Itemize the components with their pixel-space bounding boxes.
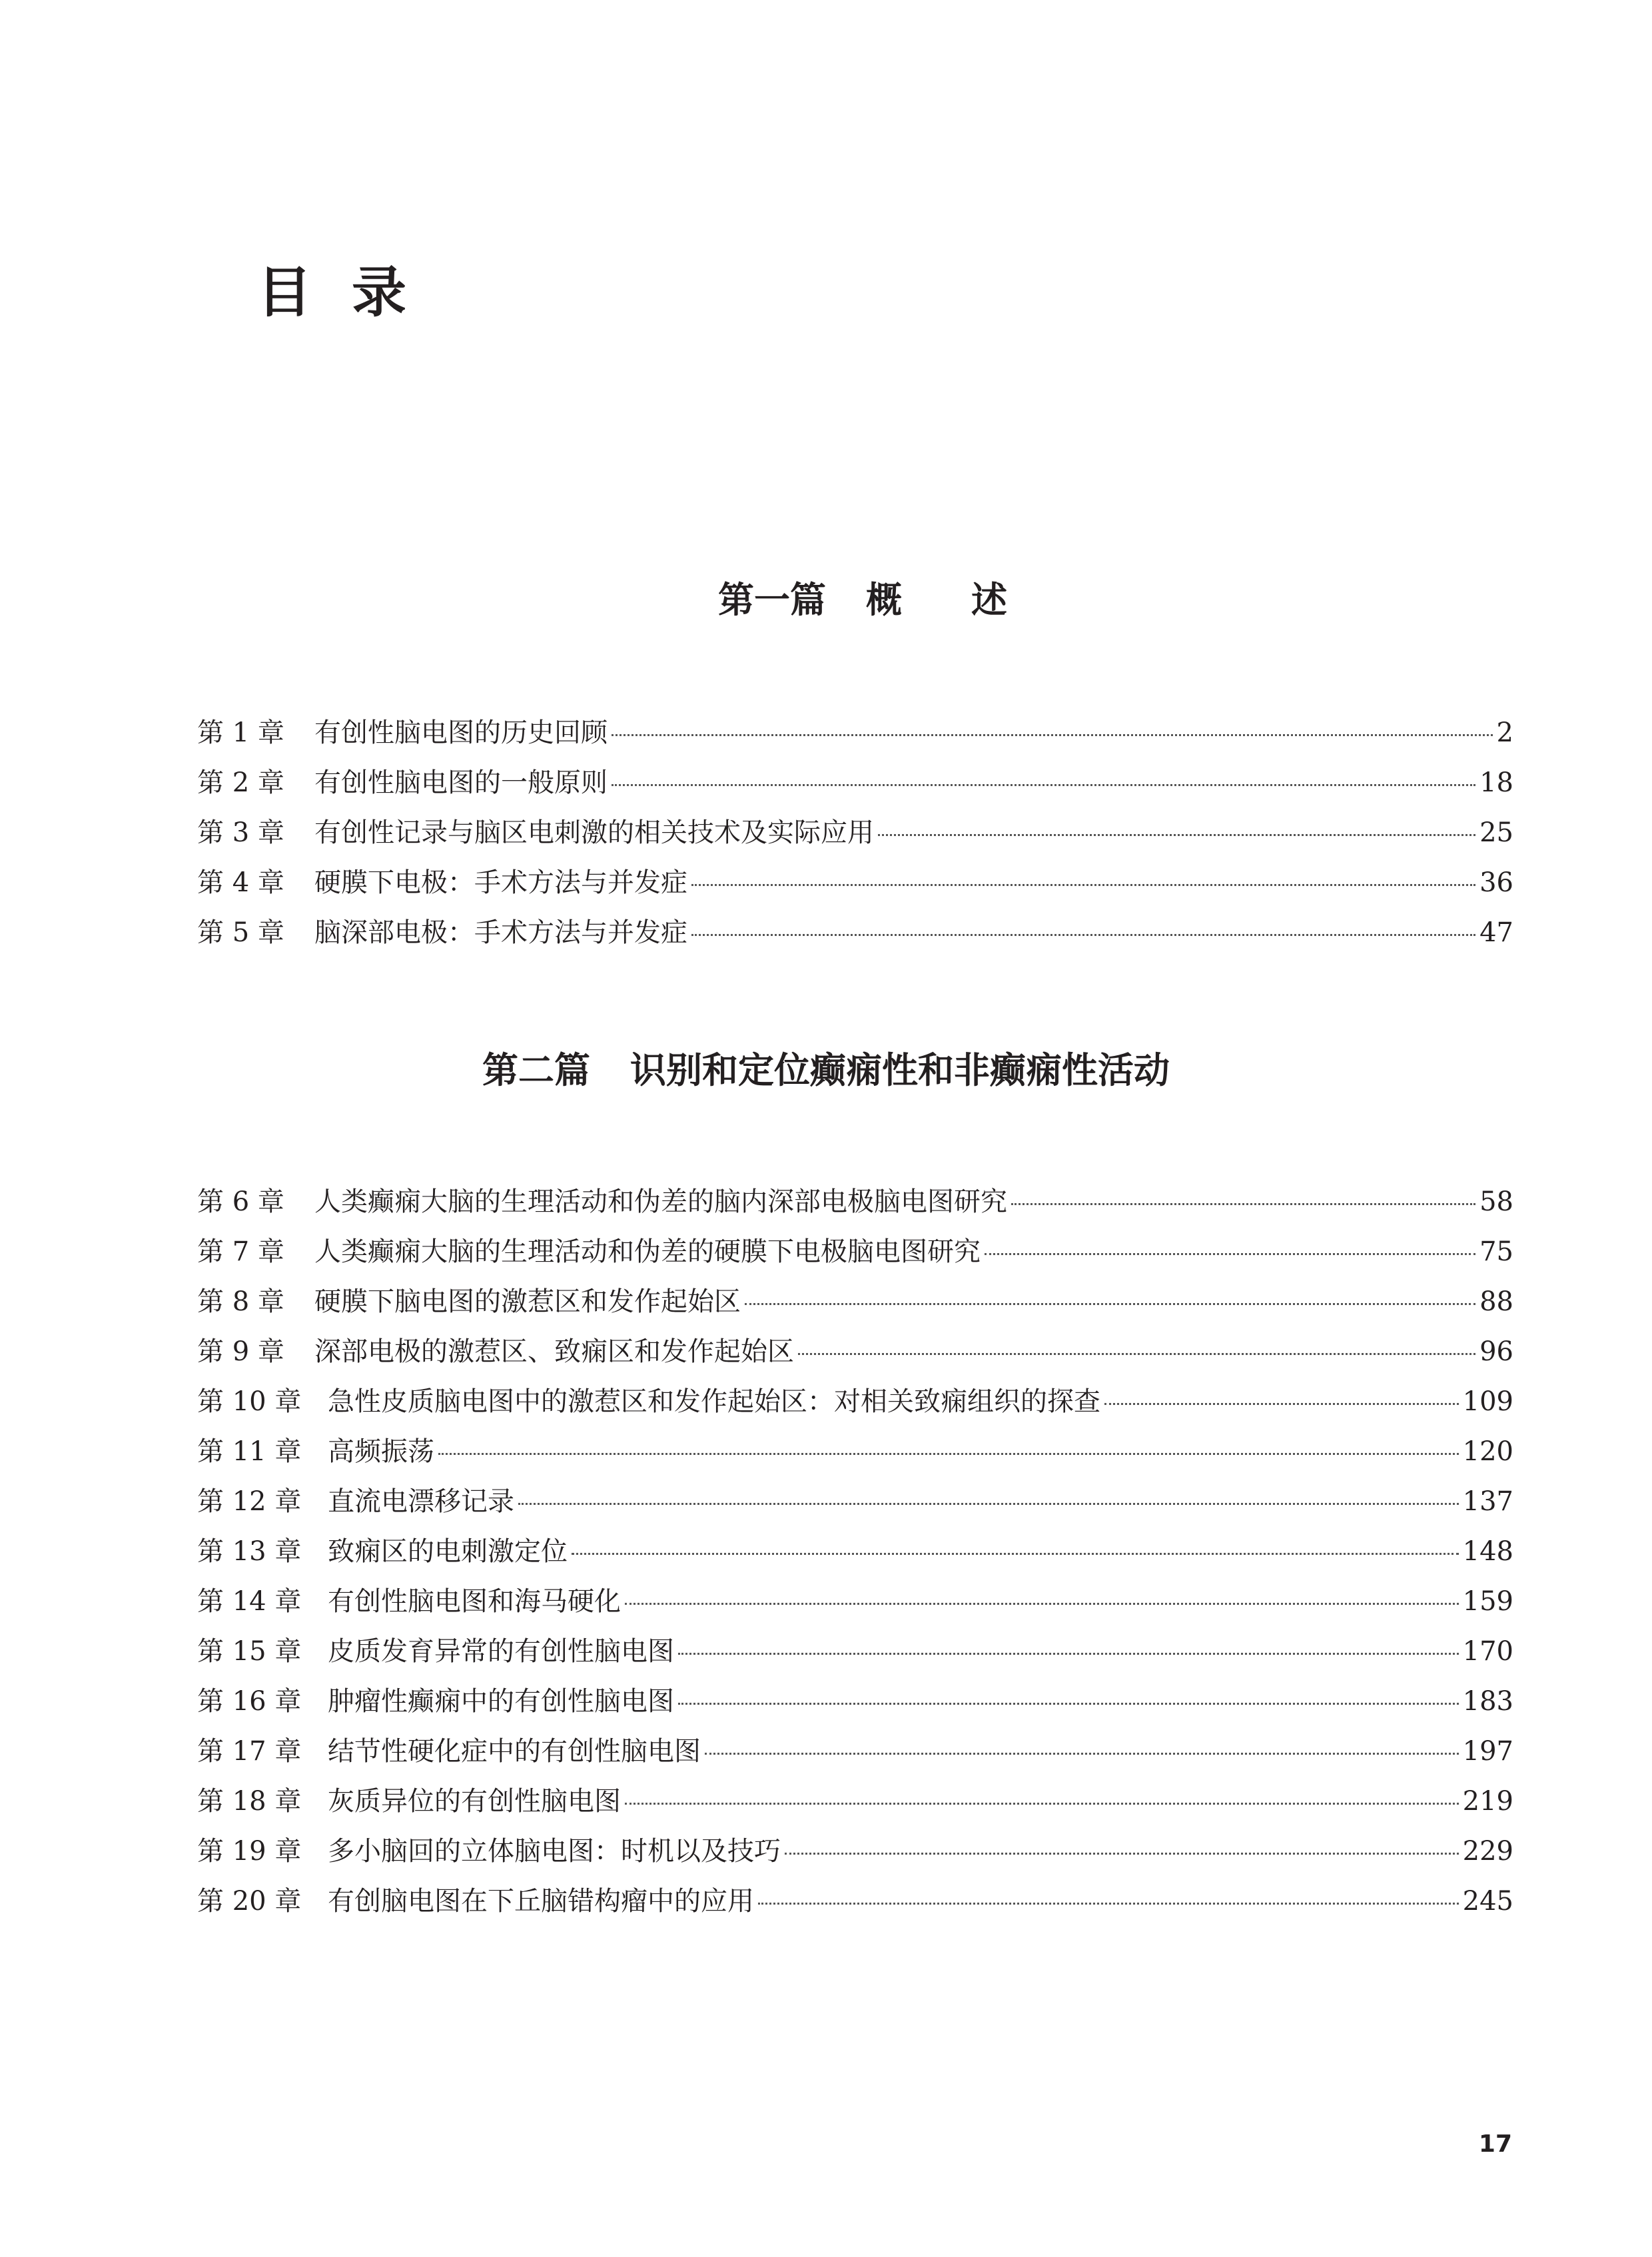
toc-entry-chapter-2[interactable] [197,761,1513,811]
chapter-title: 有创性脑电图的历史回顾 [314,717,608,748]
chapter-page: 18 [1479,767,1513,798]
dot-leader [745,1303,1475,1305]
chapter-title: 结节性硬化症中的有创性脑电图 [328,1736,701,1767]
chapter-number: 第 16 章 [197,1686,302,1717]
part-1-heading [0,572,1652,623]
toc-entry-chapter-7[interactable] [197,1230,1513,1280]
chapter-title: 灰质异位的有创性脑电图 [328,1786,621,1817]
chapter-title: 硬膜下脑电图的激惹区和发作起始区 [314,1286,741,1317]
toc-entry-chapter-9[interactable] [197,1330,1513,1380]
dot-leader [612,734,1493,736]
chapter-number: 第 20 章 [197,1886,302,1917]
dot-leader [625,1603,1459,1605]
toc-entry-chapter-11[interactable] [197,1430,1513,1480]
toc-entry-chapter-12[interactable] [197,1480,1513,1530]
chapter-title: 硬膜下电极：手术方法与并发症 [314,867,687,898]
part-2-chapter-list [197,1180,1513,1930]
chapter-number: 第 1 章 [197,717,284,748]
chapter-title: 有创性脑电图的一般原则 [314,767,608,798]
toc-entry-chapter-8[interactable] [197,1280,1513,1330]
chapter-title: 深部电极的激惹区、致痫区和发作起始区 [314,1336,794,1367]
chapter-title: 有创性脑电图和海马硬化 [328,1586,621,1617]
chapter-number: 第 18 章 [197,1786,302,1817]
dot-leader [985,1253,1475,1255]
dot-leader [612,784,1475,786]
toc-entry-chapter-3[interactable] [197,811,1513,861]
chapter-title: 皮质发育异常的有创性脑电图 [328,1636,674,1667]
chapter-page: 36 [1479,867,1513,898]
toc-entry-chapter-18[interactable] [197,1780,1513,1830]
chapter-number: 第 12 章 [197,1486,302,1517]
dot-leader [798,1353,1475,1355]
chapter-page: 25 [1479,817,1513,848]
chapter-page: 58 [1479,1186,1513,1217]
toc-entry-chapter-14[interactable] [197,1580,1513,1630]
chapter-number: 第 14 章 [197,1586,302,1617]
chapter-number: 第 17 章 [197,1736,302,1767]
part-1-chapter-list [197,711,1513,961]
part-2-heading [0,1042,1652,1093]
dot-leader [691,934,1475,936]
dot-leader [678,1653,1459,1655]
chapter-number: 第 7 章 [197,1236,284,1267]
chapter-title: 人类癫痫大脑的生理活动和伪差的脑内深部电极脑电图研究 [314,1186,1007,1217]
chapter-title: 有创脑电图在下丘脑错构瘤中的应用 [328,1886,754,1917]
chapter-page: 120 [1462,1436,1513,1467]
chapter-number: 第 4 章 [197,867,284,898]
chapter-number: 第 10 章 [197,1386,302,1417]
dot-leader [705,1753,1459,1755]
chapter-page: 137 [1462,1486,1513,1517]
chapter-page: 96 [1479,1336,1513,1367]
chapter-page: 75 [1479,1236,1513,1267]
chapter-title: 急性皮质脑电图中的激惹区和发作起始区：对相关致痫组织的探查 [328,1386,1100,1417]
chapter-page: 183 [1462,1686,1513,1717]
chapter-title: 高频振荡 [328,1436,434,1467]
chapter-title: 有创性记录与脑区电刺激的相关技术及实际应用 [314,817,874,848]
chapter-number: 第 9 章 [197,1336,284,1367]
dot-leader [878,834,1475,836]
part-1-title-char-1: 概 [866,579,971,621]
chapter-page: 47 [1479,917,1513,948]
chapter-number: 第 13 章 [197,1536,302,1567]
chapter-page: 229 [1462,1836,1513,1867]
toc-entry-chapter-1[interactable] [197,711,1513,761]
dot-leader [1104,1403,1459,1405]
chapter-number: 第 15 章 [197,1636,302,1667]
chapter-page: 159 [1462,1586,1513,1617]
toc-title [257,249,446,327]
dot-leader [1011,1203,1475,1205]
part-2-label: 第二篇 [482,1049,590,1091]
chapter-page: 245 [1462,1886,1513,1917]
dot-leader [438,1453,1459,1455]
chapter-number: 第 3 章 [197,817,284,848]
toc-entry-chapter-4[interactable] [197,861,1513,911]
toc-entry-chapter-15[interactable] [197,1630,1513,1680]
chapter-page: 109 [1462,1386,1513,1417]
chapter-number: 第 2 章 [197,767,284,798]
chapter-page: 170 [1462,1636,1513,1667]
part-1-label: 第一篇 [718,579,826,621]
dot-leader [572,1553,1459,1555]
chapter-page: 2 [1496,717,1513,748]
toc-title-char-1: 目 [257,261,352,324]
chapter-number: 第 6 章 [197,1186,284,1217]
chapter-page: 197 [1462,1736,1513,1767]
chapter-title: 直流电漂移记录 [328,1486,514,1517]
chapter-title: 致痫区的电刺激定位 [328,1536,568,1567]
toc-entry-chapter-10[interactable] [197,1380,1513,1430]
toc-entry-chapter-16[interactable] [197,1680,1513,1730]
chapter-number: 第 19 章 [197,1836,302,1867]
chapter-title: 人类癫痫大脑的生理活动和伪差的硬膜下电极脑电图研究 [314,1236,981,1267]
chapter-title: 肿瘤性癫痫中的有创性脑电图 [328,1686,674,1717]
dot-leader [518,1503,1459,1505]
dot-leader [758,1903,1459,1905]
chapter-page: 88 [1479,1286,1513,1317]
toc-entry-chapter-20[interactable] [197,1880,1513,1930]
chapter-title: 脑深部电极：手术方法与并发症 [314,917,687,948]
toc-title-char-2: 录 [352,261,447,324]
page-number: 17 [1478,2130,1512,2158]
toc-entry-chapter-5[interactable] [197,911,1513,961]
chapter-number: 第 8 章 [197,1286,284,1317]
chapter-page: 219 [1462,1786,1513,1817]
chapter-number: 第 5 章 [197,917,284,948]
toc-entry-chapter-13[interactable] [197,1530,1513,1580]
toc-entry-chapter-6[interactable] [197,1180,1513,1230]
chapter-number: 第 11 章 [197,1436,302,1467]
chapter-title: 多小脑回的立体脑电图：时机以及技巧 [328,1836,781,1867]
toc-entry-chapter-17[interactable] [197,1730,1513,1780]
dot-leader [625,1803,1459,1805]
dot-leader [678,1703,1459,1705]
dot-leader [691,884,1475,886]
dot-leader [785,1853,1459,1855]
chapter-page: 148 [1462,1536,1513,1567]
part-2-title: 识别和定位癫痫性和非癫痫性活动 [630,1049,1170,1091]
part-1-title-char-2: 述 [971,579,1007,621]
toc-entry-chapter-19[interactable] [197,1830,1513,1880]
